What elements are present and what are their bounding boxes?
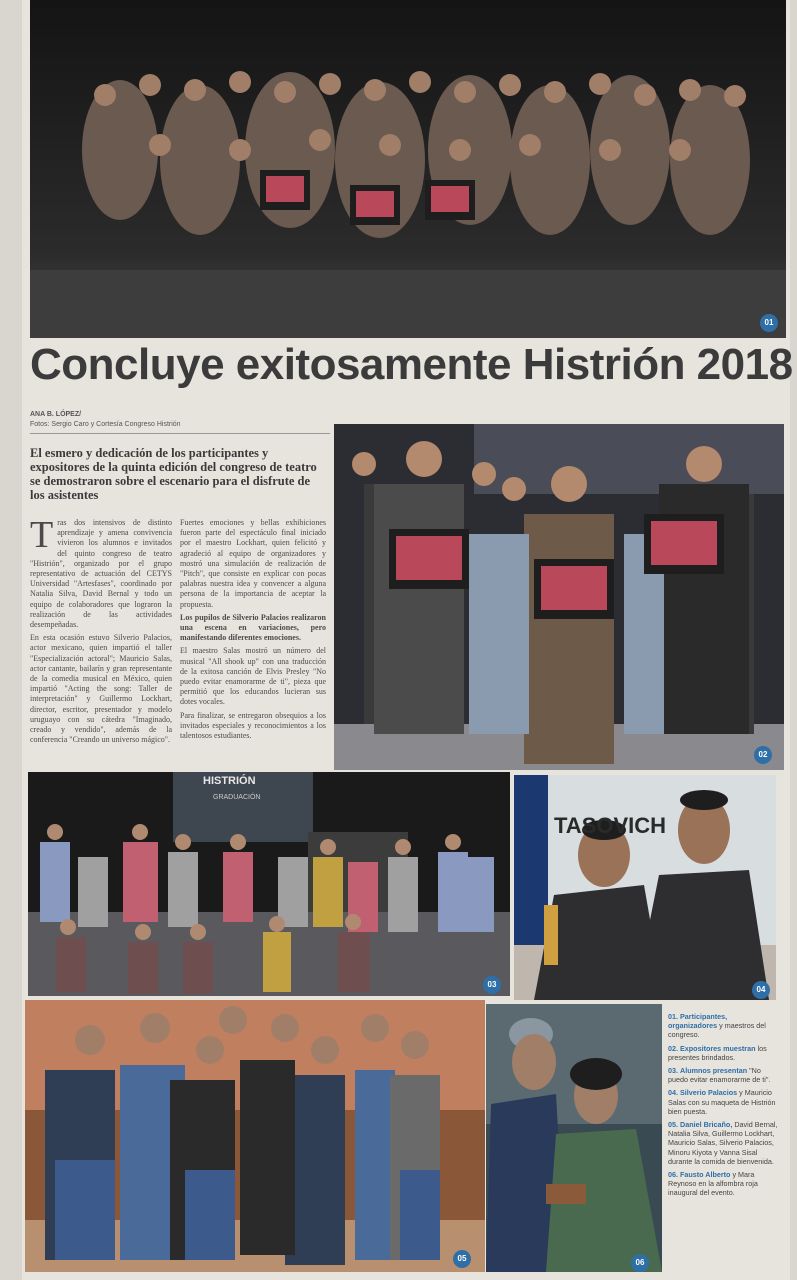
- photo-number-badge: 04: [752, 981, 770, 999]
- paragraph: Los pupilos de Silverio Palacios realizaron una escena en variaciones, pero manifestando diferentes emociones.: [180, 612, 326, 643]
- photo-group-stage: [30, 0, 786, 338]
- photo-number-badge: 03: [483, 976, 501, 994]
- author: ANA B. LÓPEZ/: [30, 411, 82, 418]
- lead-paragraph: El esmero y dedicación de los participantes y expositores de la quinta edición del congreso de teatro se demostraron sobre el escenario para el disfrute de los asistentes: [30, 446, 317, 502]
- photo-number-badge: 01: [760, 314, 778, 332]
- paragraph: En esta ocasión estuvo Silverio Palacios, actor mexicano, quien impartió el taller "Especialización actoral"; Mauricio Salas, actor cantante, bailarín y gran representante de la comedia musical en México, quien impartió "Acting the song: Taller de interpretación" y Guillermo Lockhart, director, escritor, presentador y modelo uruguayo con su cátedra "Imaginado, creado y vendido", además de la conferencia "Creando un universo mágico".: [30, 633, 172, 745]
- caption-item: 02. Expositores muestran los presentes brindados.: [668, 1043, 767, 1062]
- divider: [30, 433, 330, 434]
- paragraph: El maestro Salas mostró un número del musical "All shook up" con una traducción de la exitosa canción de Elvis Presley "No puedo evitar enamorarme de ti", pieza que permitió que los educandos lucieran sus dotes vocales.: [180, 646, 326, 707]
- caption-item: 03. Alumnos presentan "No puedo evitar enamorarme de ti".: [668, 1066, 771, 1085]
- banner-text: TASOVICH: [554, 813, 667, 838]
- photo-credit: Fotos: Sergio Caro y Cortesía Congreso Histrión: [30, 421, 181, 428]
- photo-captions: [668, 1012, 778, 1202]
- dropcap: T: [30, 514, 54, 556]
- article-column-2: [180, 518, 326, 744]
- paragraph: Para finalizar, se entregaron obsequios a los invitados especiales y reconocimientos a los talentosos estudiantes.: [180, 710, 326, 741]
- paragraph: Fuertes emociones y bellas exhibiciones fueron parte del espectáculo final iniciado por el maestro Lockhart, quien felicitó y agradeció al equipo de organizadores y mostró una simulación de realización de "Pitch", que consiste en explicar con pocas palabras nuestra idea y convencer a alguna persona de la importancia de aceptar la propuesta.: [180, 518, 326, 609]
- photo-comida-bienvenida: [25, 1000, 485, 1272]
- paragraph: ras dos intensivos de distinto aprendizaje y amena convivencia vivieron los alumnos e invitados del quinto congreso de teatro "Histrión", organizado por el grupo representativo de actuación del CETYS Universidad "Artesfases", coordinado por Natalia Silva, David Bernal y todo un equipo de colaboradores que lograron la realización de las actividades desempeñadas.: [30, 518, 172, 630]
- photo-number-badge: 06: [631, 1254, 649, 1272]
- graduation-text: GRADUACIÓN: [213, 794, 261, 801]
- caption-item: 05. Daniel Bricaño, David Bernal, Natalia Silva, Guillermo Lockhart, Mauricio Salas, Silverio Palacios, Minoru Kiyota y Vanna Sisal durante la comida de bienvenida.: [668, 1120, 778, 1166]
- photo-number-badge: 05: [453, 1250, 471, 1268]
- caption-item: 01. Participantes, organizadores y maestros del congreso.: [668, 1012, 766, 1040]
- byline: [30, 410, 181, 430]
- page-title: Concluye exitosamente Histrión 2018: [30, 340, 793, 389]
- photo-number-badge: 02: [754, 746, 772, 764]
- article-column-1: [30, 514, 172, 748]
- histrion-logo-text: HISTRIÓN: [203, 775, 256, 787]
- photo-palacios-salas: [514, 775, 776, 1000]
- photo-stage-performance: [28, 772, 510, 996]
- photo-alfombra-roja: [486, 1004, 662, 1272]
- caption-item: 04. Silverio Palacios y Mauricio Salas con su maqueta de Histrión bien puesta.: [668, 1088, 776, 1116]
- photo-expositores: [334, 424, 784, 770]
- caption-item: 06. Fausto Alberto y Mara Reynoso en la alfombra roja inaugural del evento.: [668, 1170, 758, 1198]
